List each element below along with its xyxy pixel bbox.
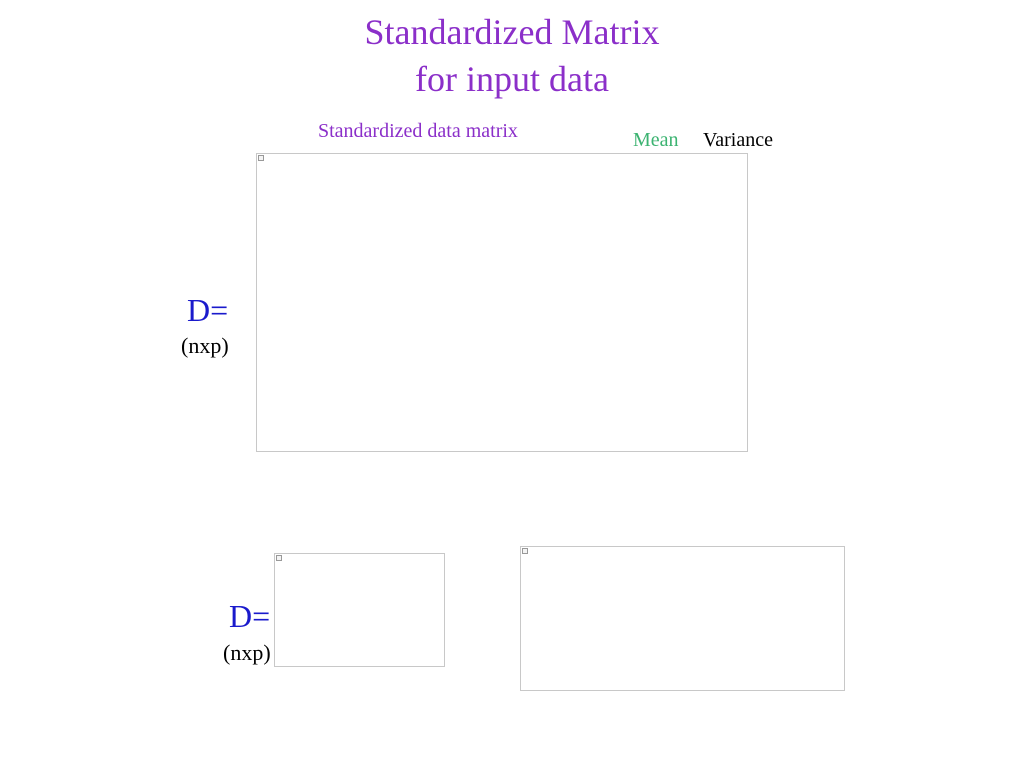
variance-label: Variance: [703, 129, 773, 151]
mean-label: Mean: [633, 129, 679, 151]
matrix-label-bottom: D=: [229, 598, 271, 634]
matrix-subtitle: Standardized data matrix: [318, 120, 518, 142]
matrix-dims-top: (nxp): [181, 333, 229, 358]
broken-image-icon: [276, 555, 282, 561]
matrix-label-top: D=: [187, 292, 229, 328]
broken-image-icon: [258, 155, 264, 161]
broken-image-icon: [522, 548, 528, 554]
input-matrix-image: [274, 553, 445, 667]
standardized-matrix-image: [256, 153, 748, 452]
standardization-formula-image: [520, 546, 845, 691]
slide-title-line1: Standardized Matrix: [364, 12, 660, 52]
slide-title-line2: for input data: [415, 59, 609, 99]
matrix-dims-bottom: (nxp): [223, 640, 271, 665]
